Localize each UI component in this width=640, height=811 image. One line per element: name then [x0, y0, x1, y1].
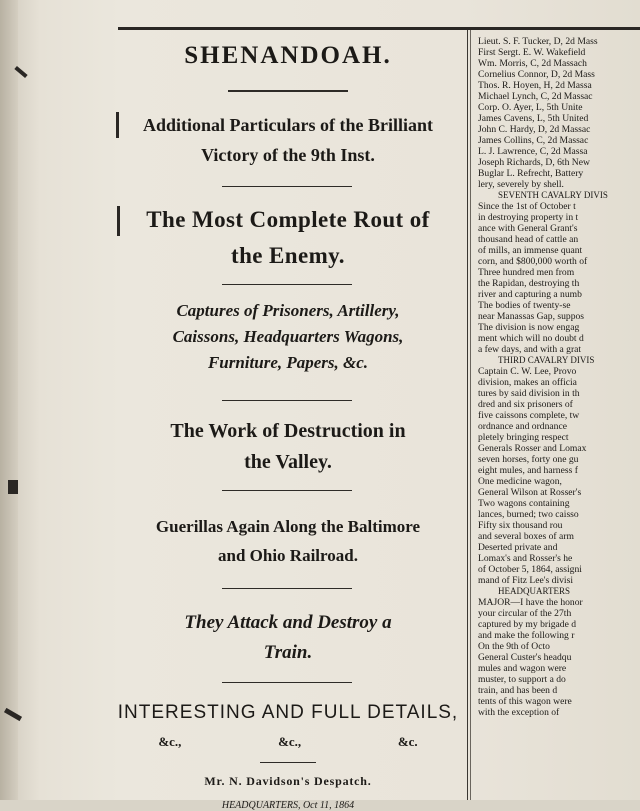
column-text-line: eight mules, and harness f [478, 465, 578, 476]
column-text-line: One medicine wagon, [478, 476, 562, 487]
column-text-line: L. J. Lawrence, C, 2d Massa [478, 146, 588, 157]
column-text-line: Buglar L. Refrecht, Battery [478, 168, 584, 179]
column-text-line: train, and has been d [478, 685, 558, 696]
separator-rule [222, 284, 352, 285]
column-rule [467, 30, 468, 800]
column-text-line: ment which will no doubt d [478, 333, 584, 344]
column-text-line: pletely bringing respect [478, 432, 569, 443]
separator-rule [222, 186, 352, 187]
column-rule [470, 30, 471, 800]
column-text-line: a few days, and with a grat [478, 344, 582, 355]
column-text-line: On the 9th of Octo [478, 641, 550, 652]
separator-rule [222, 490, 352, 491]
column-text-line: the Rapidan, destroying th [478, 278, 580, 289]
deck-line: Train. [263, 642, 313, 663]
column-text-line: Thos. R. Hoyen, H, 2d Massa [478, 80, 592, 91]
column-text-line: captured by my brigade d [478, 619, 577, 630]
column-text-line: and several boxes of arm [478, 531, 574, 542]
casualty-list-column [478, 36, 640, 800]
column-text-line: Deserted private and [478, 542, 558, 553]
column-text-line: Captain C. W. Lee, Provo [478, 366, 577, 377]
etc-mark: &c., [158, 734, 182, 749]
column-text-line: with the exception of [478, 707, 560, 718]
column-text-line: corn, and $800,000 worth of [478, 256, 588, 267]
column-text-line: First Sergt. E. W. Wakefield [478, 47, 586, 58]
column-text-line: mand of Fitz Lee's divisi [478, 575, 573, 586]
page-binding-edge [0, 0, 18, 800]
column-text-line: SEVENTH CAVALRY DIVIS [498, 190, 608, 200]
column-text-line: ordnance and ordnance [478, 421, 567, 432]
column-text-line: Two wagons containing [478, 498, 570, 509]
separator-rule [222, 400, 352, 401]
column-text-line: ance with General Grant's [478, 223, 578, 234]
deck-line: Caissons, Headquarters Wagons, [172, 327, 404, 346]
deck-guerillas [110, 512, 466, 570]
column-text-line: of mills, an immense quant [478, 245, 583, 256]
despatch-byline: Mr. N. Davidson's Despatch. [204, 774, 372, 788]
deck-captures [110, 298, 466, 376]
column-text-line: river and capturing a numb [478, 289, 582, 300]
column-text-line: Michael Lynch, C, 2d Massac [478, 91, 593, 102]
column-text-line: General Custer's headqu [478, 652, 572, 663]
dateline: HEADQUARTERS, Oct 11, 1864 [221, 800, 355, 811]
column-text-line: division, makes an officia [478, 377, 577, 388]
column-text-line: Fifty six thousand rou [478, 520, 563, 531]
deck-line: the Enemy. [231, 243, 345, 268]
column-text-line: John C. Hardy, D, 2d Massac [478, 124, 591, 135]
column-text-line: James Collins, C, 2d Massac [478, 135, 589, 146]
column-text-line: Joseph Richards, D, 6th New [478, 157, 590, 168]
deck-complete-rout [110, 202, 466, 274]
deck-interesting-details: INTERESTING AND FULL DETAILS, [117, 702, 459, 723]
deck-line: Captures of Prisoners, Artillery, [176, 301, 400, 320]
column-text-line: HEADQUARTERS [498, 586, 570, 596]
column-text-line: The bodies of twenty-se [478, 300, 571, 311]
column-text-line: MAJOR—I have the honor [478, 597, 583, 608]
deck-additional-particulars [110, 110, 466, 170]
separator-rule [222, 588, 352, 589]
column-text-line: muster, to support a do [478, 674, 566, 685]
deck-line: and Ohio Railroad. [218, 546, 358, 565]
column-text-line: Lomax's and Rosser's he [478, 553, 573, 564]
separator-rule [260, 762, 316, 763]
column-text-line: thousand head of cattle an [478, 234, 579, 245]
column-text-line: in destroying property in t [478, 212, 579, 223]
column-text-line: lery, severely by shell. [478, 179, 564, 190]
column-text-line: your circular of the 27th [478, 608, 572, 619]
separator-rule [222, 682, 352, 683]
deck-line: The Most Complete Rout of [146, 207, 430, 232]
etc-mark: &c. [397, 734, 418, 749]
headline-column [110, 30, 466, 811]
column-text-line: five caissons complete, tw [478, 410, 580, 421]
deck-attack-train [110, 608, 466, 668]
etc-mark: &c., [278, 734, 302, 749]
column-text-line: dred and six prisoners of [478, 399, 573, 410]
deck-line: Guerillas Again Along the Baltimore [155, 517, 421, 536]
column-text-line: Generals Rosser and Lomax [478, 443, 587, 454]
column-text-line: of October 5, 1864, assigni [478, 564, 582, 575]
column-text-line: Wm. Morris, C, 2d Massach [478, 58, 587, 69]
column-text-line: Cornelius Connor, D, 2d Mass [478, 69, 595, 80]
deck-work-of-destruction [110, 416, 466, 478]
column-text-line: James Cavens, L, 5th United [478, 113, 589, 124]
column-text-line: and make the following r [478, 630, 575, 641]
column-text-line: seven horses, forty one gu [478, 454, 579, 465]
deck-line: the Valley. [244, 451, 332, 473]
column-text-line: lances, burned; two caisso [478, 509, 579, 520]
column-text-line: Lieut. S. F. Tucker, D, 2d Mass [478, 36, 598, 47]
etc-row [110, 734, 466, 750]
column-text-line: General Wilson at Rosser's [478, 487, 582, 498]
column-text-line: mules and wagon were [478, 663, 567, 674]
column-text-line: tures by said division in th [478, 388, 580, 399]
deck-line: The Work of Destruction in [170, 420, 406, 442]
column-text-line: Three hundred men from [478, 267, 575, 278]
column-text-line: Corp. O. Ayer, L, 5th Unite [478, 102, 583, 113]
deck-line: Additional Particulars of the Brilliant [143, 115, 433, 135]
column-text-line: tents of this wagon were [478, 696, 572, 707]
deck-line: Furniture, Papers, &c. [207, 353, 369, 372]
column-text-line: THIRD CAVALRY DIVIS [498, 355, 595, 365]
column-text-line: Since the 1st of October t [478, 201, 576, 212]
column-text-line: The division is now engag [478, 322, 580, 333]
masthead-title: SHENANDOAH. [184, 42, 392, 69]
column-text-line: near Manassas Gap, suppos [478, 311, 585, 322]
deck-line: Victory of the 9th Inst. [201, 145, 375, 165]
margin-mark [8, 480, 18, 494]
deck-line: They Attack and Destroy a [184, 612, 392, 633]
separator-rule [228, 90, 348, 92]
